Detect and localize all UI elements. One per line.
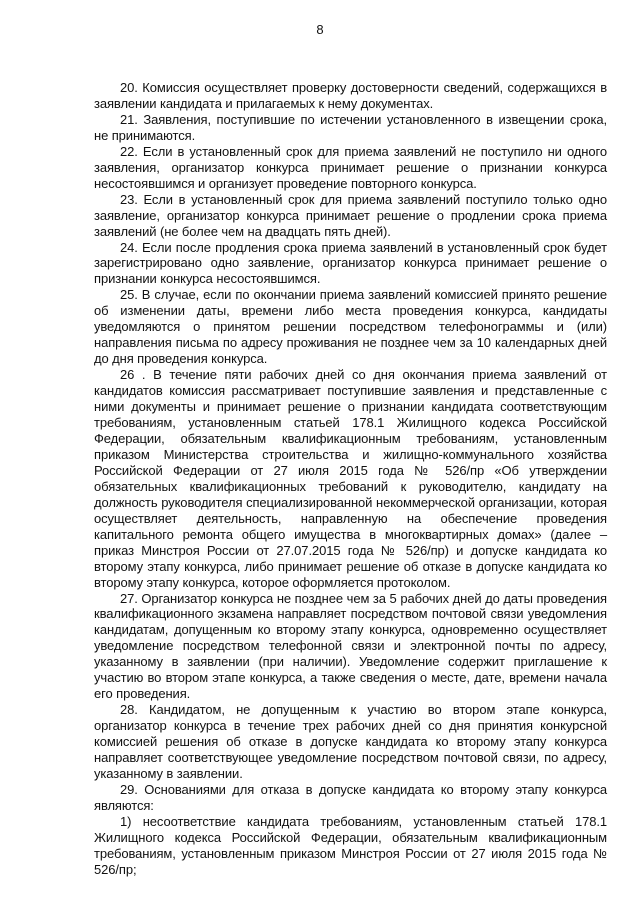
paragraph-25: 25. В случае, если по окончании приема заявлений комиссией принято решение об изменении даты, времени либо места проведения конкурса, кандидаты уведомляются о принятом решении посредством телефонограммы и (или) направления письма по адресу проживания не позднее чем за 10 календарных дней до дня проведения конкурса. [94,287,607,367]
paragraph-21: 21. Заявления, поступившие по истечении установленного в извещении срока, не принимаются. [94,111,607,143]
paragraph-24: 24. Если после продления срока приема заявлений в установленный срок будет зарегистрировано одно заявление, организатор конкурса принимает решение о признании конкурса несостоявшимся. [94,239,607,287]
paragraph-26: 26 . В течение пяти рабочих дней со дня окончания приема заявлений от кандидатов комиссия рассматривает поступившие заявления и представленные с ними документы и принимает решение о признании кандидата соответствующим требованиям, установленным статьей 178.1 Жилищного кодекса Российской Федерации, обязательным квалификационным требованиям, установленным приказом Министерства строительства и жилищно-коммунального хозяйства Российской Федерации от 27 июля 2015 года № 526/пр «Об утверждении обязательных квалификационных требований к руководителю, кандидату на должность руководителя специализированной некоммерческой организации, которая осуществляет деятельность, направленную на обеспечение проведения капитального ремонта общего имущества в многоквартирных домах» (далее – приказ Минстроя России от 27.07.2015 года № 526/пр) и допуске кандидата ко второму этапу конкурса, либо принимает решение об отказе в допуске кандидата ко второму этапу конкурса, которое оформляется протоколом. [94,367,607,590]
paragraph-23: 23. Если в установленный срок для приема заявлений поступило только одно заявление, организатор конкурса принимает решение о продлении срока приема заявлений (не более чем на двадцать пять дней). [94,191,607,239]
paragraph-29: 29. Основаниями для отказа в допуске кандидата ко второму этапу конкурса являются: [94,781,607,813]
document-body [94,80,607,878]
paragraph-22: 22. Если в установленный срок для приема заявлений не поступило ни одного заявления, организатор конкурса принимает решение о признании конкурса несостоявшимся и организует проведение повторного конкурса. [94,143,607,191]
paragraph-20: 20. Комиссия осуществляет проверку достоверности сведений, содержащихся в заявлении кандидата и прилагаемых к нему документах. [94,80,607,111]
page-number: 8 [316,22,324,37]
paragraph-28: 28. Кандидатом, не допущенным к участию во втором этапе конкурса, организатор конкурса в течение трех рабочих дней со дня принятия конкурсной комиссией решения об отказе в допуске кандидата ко второму этапу конкурса направляет соответствующее уведомление посредством почтовой связи, по адресу, указанному в заявлении. [94,702,607,781]
paragraph-27: 27. Организатор конкурса не позднее чем за 5 рабочих дней до даты проведения квалификационного экзамена направляет посредством почтовой связи уведомления кандидатам, допущенным ко второму этапу конкурса, одновременно осуществляет уведомление посредством телефонной связи и электронной почты по адресу, указанному в заявлении (при наличии). Уведомление содержит приглашение к участию во втором этапе конкурса, а также сведения о месте, дате, времени начала его проведения. [94,590,607,702]
paragraph-29-item-1: 1) несоответствие кандидата требованиям, установленным статьей 178.1 Жилищного кодекса Российской Федерации, обязательным квалификационным требованиям, установленным приказом Минстроя России от 27 июля 2015 года № 526/пр; [94,813,607,877]
